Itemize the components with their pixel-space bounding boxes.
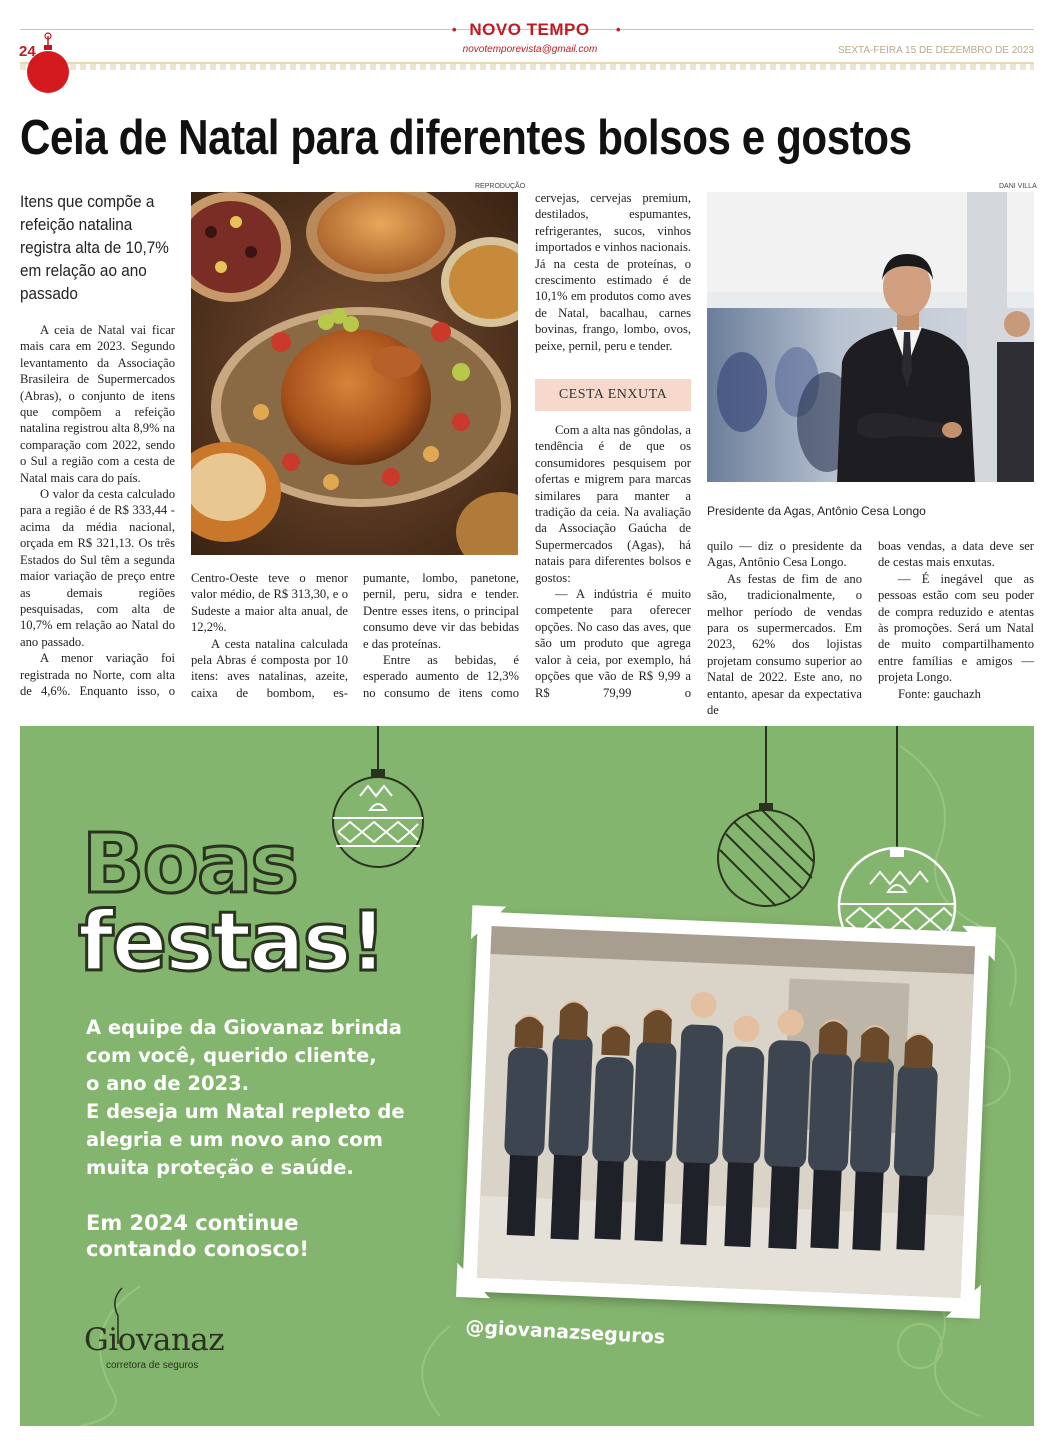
paragraph: boas vendas, a data deve ser de cestas mais enxutas. <box>878 539 1034 570</box>
photo-president <box>707 192 1034 482</box>
paragraph: As festas de fim de ano são, tradicionalmente, o melhor período de vendas para os supermercados. Em 2023, 62% dos lojistas projetam consumo superior ao Natal de 2022. Este ano, no entanto, apesar da expectativa de <box>707 571 862 718</box>
paragraph: quilo — diz o presidente da Agas, Antônio Cesa Longo. <box>707 539 862 570</box>
team-photo-frame <box>462 911 989 1312</box>
paragraph: pumante, lombo, panetone, pernil, peru, sidra e tender. Dentre esses itens, o principal consumo deve vir das bebidas e das proteínas. <box>363 571 519 651</box>
photo-corner <box>456 1263 491 1298</box>
article-column-1 <box>20 322 175 699</box>
ad-message-line: A equipe da Giovanaz brinda <box>86 1016 402 1039</box>
header-date: SEXTA-FEIRA 15 DE DEZEMBRO DE 2023 <box>838 45 1034 56</box>
ad-closing-line: contando conosco! <box>86 1237 309 1261</box>
deck: Itens que compõe a refeição natalina registra alta de 10,7% em relação ao ano passado <box>20 192 169 303</box>
paragraph: — A indústria é muito competente para oferecer opções. No caso das aves, que são um produto que agrega valor à ceia, por exemplo, há opções que vão de R$ 9,99 a R$ 79,99 o <box>535 587 691 700</box>
article-column-3 <box>363 570 519 701</box>
paragraph: Fonte: gauchazh <box>898 686 981 701</box>
article-column-6 <box>878 538 1034 702</box>
paragraph: Centro-Oeste teve o menor valor médio, de R$ 313,30, e o Sudeste a maior alta anual, de 12,2%. <box>191 571 348 635</box>
photo-credit-1: REPRODUÇÃO <box>475 183 526 190</box>
paragraph: A menor variação foi registrada no Norte, com alta de 4,6%. Enquanto isso, o <box>20 651 175 698</box>
paragraph: Com a alta nas gôndolas, a tendência é de que os consumidores pesquisem por ofertas e migrem para marcas similares para manter a tradição da ceia. Na avaliação da Associação Gaúcha de Supermercados (Agas), há natais para diferentes bolsos e gostos: <box>535 423 691 585</box>
photo-corner <box>961 926 996 961</box>
logo-name: Giovanaz <box>84 1322 225 1358</box>
ad-message-line: E deseja um Natal repleto de <box>86 1100 405 1123</box>
paragraph: A ceia de Natal vai ficar mais cara em 2023. Segundo levantamento da Associação Brasileira de Supermercados (Abras), o conjunto de itens que compõem a refeição natalina registrou alta 8,9% na comparação com 2022, sendo o Sul a região com a cesta de Natal mais cara do país. <box>20 323 175 485</box>
paragraph: cervejas, cervejas premium, destilados, espumantes, refrigerantes, sucos, vinhos importados e vinhos nacionais. Já na cesta de proteínas, o crescimento estimado é de 10,1% em produtos como aves de Natal, bacalhau, carnes bovinas, frango, lombo, ovos, peixe, pernil, peru e tender. <box>535 191 691 353</box>
christmas-ornament-icon <box>26 32 70 94</box>
ad-title-festas: festas! <box>78 895 385 990</box>
header-pattern <box>20 64 1034 70</box>
paper-name: NOVO TEMPO <box>469 20 590 39</box>
photo-credit-2: DANI VILLA <box>999 183 1037 190</box>
photo-caption: Presidente da Agas, Antônio Cesa Longo <box>707 504 926 518</box>
ad-title-boas: Boas <box>82 817 297 912</box>
photo-corner <box>946 1283 981 1318</box>
subhead-cesta-enxuta: CESTA ENXUTA <box>535 379 691 411</box>
photo-corner <box>471 905 506 940</box>
article-column-4-bottom <box>535 422 691 701</box>
ad-closing-line: Em 2024 continue <box>86 1211 299 1235</box>
logo-subtitle: corretora de seguros <box>106 1360 199 1371</box>
header-email: novotemporevista@gmail.com <box>462 44 598 55</box>
bullet-right: • <box>615 22 621 37</box>
giovanaz-advertisement <box>20 726 1034 1426</box>
paragraph: O valor da cesta calculado para a região é de R$ 333,44 - acima da média nacional, orçada em R$ 321,13. Os três Estados do Sul têm a segunda maior variação de preço entre as demais regiões pesquisadas, com alta de 10,7% em relação ao Natal do ano passado. <box>20 487 175 649</box>
paragraph: A cesta natalina calculada pela Abras é composta por 10 itens: aves natalinas, azeite, caixa de bombom, es- <box>191 636 348 700</box>
ad-message-line: com você, querido cliente, <box>86 1044 377 1067</box>
ad-message-line: muita proteção e saúde. <box>86 1156 354 1179</box>
article-column-4-top <box>535 190 691 354</box>
team-photo <box>477 926 975 1298</box>
ad-message <box>86 1014 405 1182</box>
paragraph: Entre as bebidas, é esperado aumento de 12,3% no consumo de itens como <box>363 653 519 700</box>
article-column-5 <box>707 538 862 718</box>
photo-christmas-dinner <box>191 192 518 555</box>
article-column-2 <box>191 570 348 701</box>
headline: Ceia de Natal para diferentes bolsos e gostos <box>20 111 912 165</box>
page-number: 24 <box>19 43 36 60</box>
ad-message-line: o ano de 2023. <box>86 1072 250 1095</box>
bullet-left: • <box>452 22 458 37</box>
paragraph: — É inegável que as pessoas estão com seu poder de compra reduzido e atentas às promoções. Será um Natal de muito compartilhamento entre famílias e amigos — projeta Longo. <box>878 571 1034 685</box>
paper-name-row <box>452 20 621 40</box>
giovanaz-logo <box>84 1286 264 1376</box>
instagram-handle[interactable]: @giovanazseguros <box>464 1316 666 1349</box>
ad-closing <box>86 1210 309 1262</box>
ad-message-line: alegria e um novo ano com <box>86 1128 383 1151</box>
